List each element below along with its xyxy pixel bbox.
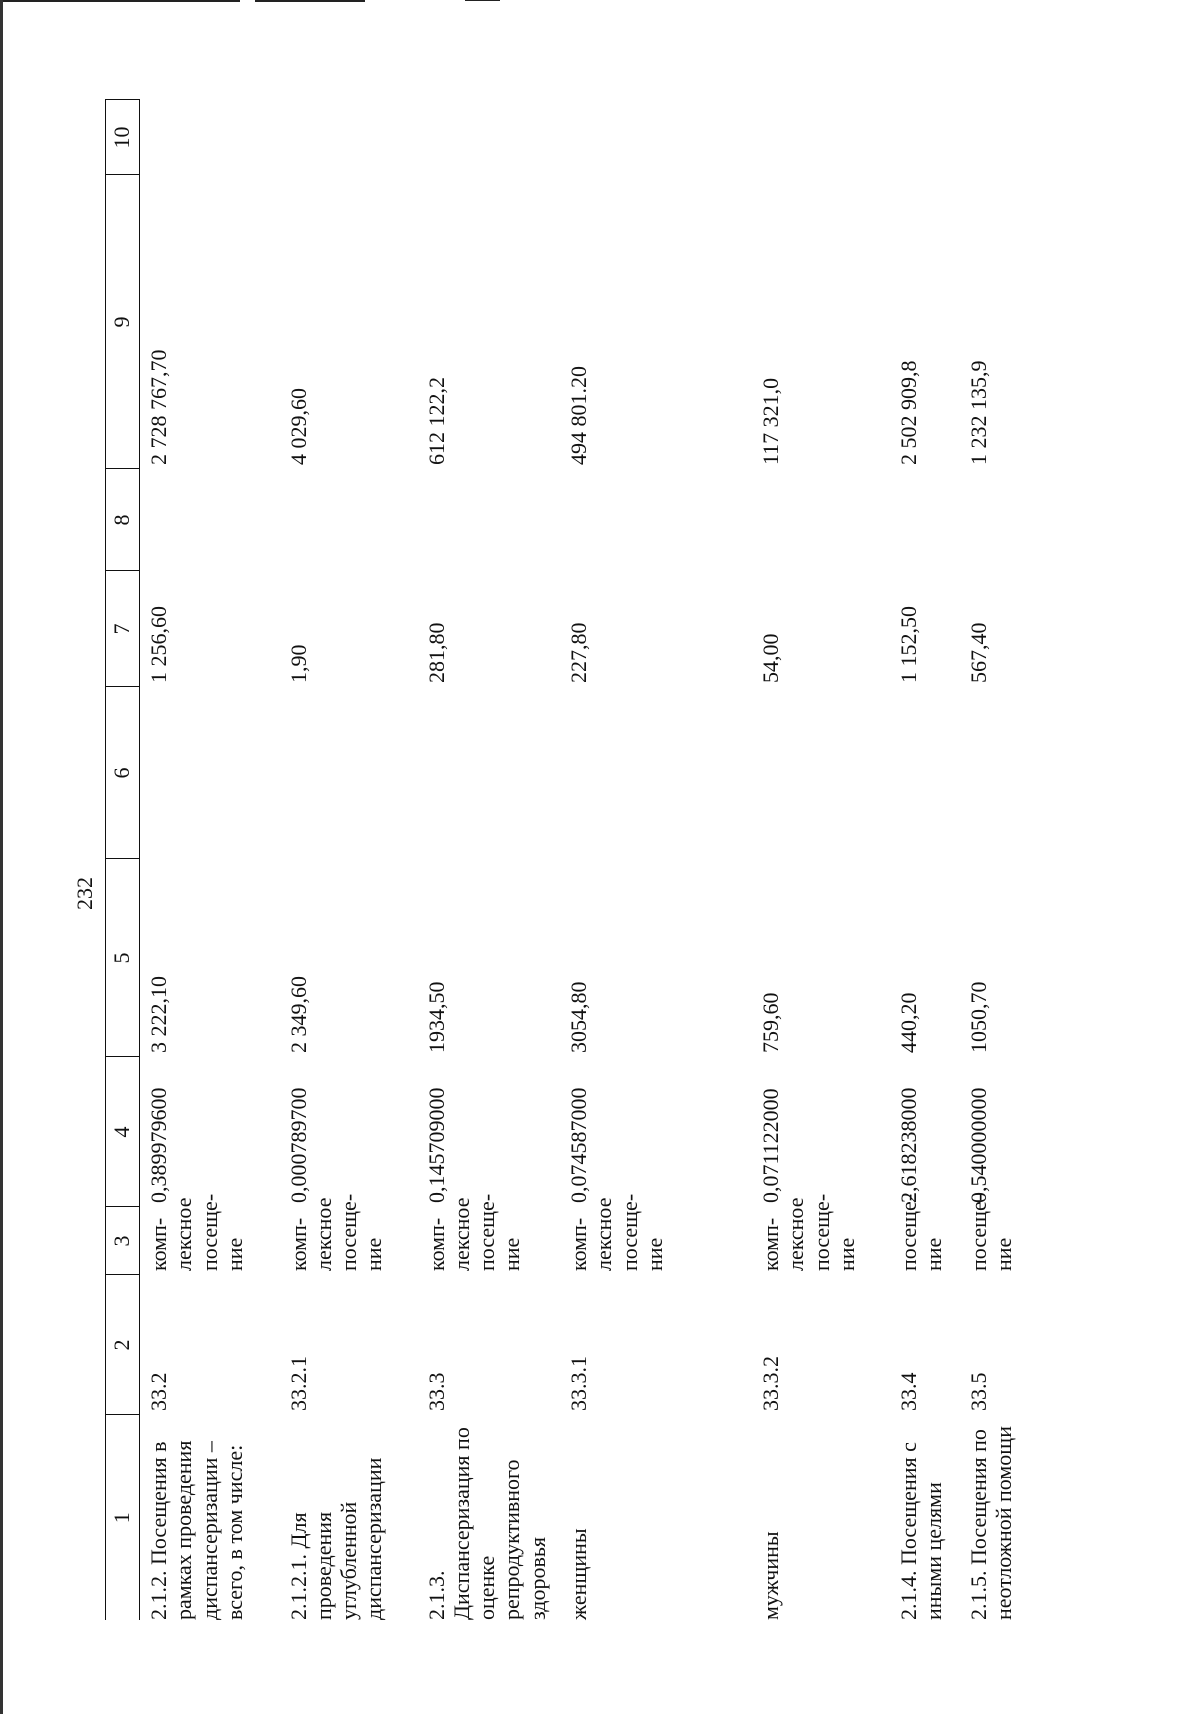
row-value-9: 612 122,2 [423,377,449,465]
row-unit: комп-лексное посеще-ние [285,1193,387,1271]
row-value-7: 1 152,50 [895,606,921,683]
row-value-5: 3054,80 [565,981,591,1053]
row-value-7: 1 256,60 [146,606,171,683]
row-name: женщины [565,1528,591,1620]
table-top-rule [105,100,106,1620]
row-value-8 [960,469,1050,571]
row-value-10 [140,100,280,175]
table-row [140,100,280,1620]
row-value-10 [960,100,1050,175]
row-value-5: 3 222,10 [146,976,171,1053]
row-value-9: 4 029,60 [285,388,311,465]
scan-artifact [255,0,365,2]
column-header: 6 [105,687,140,859]
row-code: 33.3.2 [757,1356,783,1411]
row-value-4: 0,074587000 [565,1087,591,1203]
row-value-9: 494 801.20 [565,366,591,465]
row-name: мужчины [757,1531,783,1620]
column-header: 7 [105,571,140,687]
row-value-10 [280,100,418,175]
row-unit: комп-лексное посеще-ние [146,1193,247,1271]
row-value-9: 117 321,0 [757,377,783,465]
column-header: 3 [105,1207,140,1275]
column-header: 9 [105,175,140,469]
table-row [560,100,752,1620]
row-value-7: 1,90 [285,644,311,683]
row-value-9: 1 232 135,9 [965,360,991,465]
row-value-10 [418,100,560,175]
column-header: 5 [105,859,140,1057]
row-value-9: 2 502 909,8 [895,360,921,465]
row-unit: комп-лексное посеще-ние [565,1193,667,1271]
row-value-5: 1050,70 [965,981,991,1053]
table-row [890,100,960,1620]
header-row [105,100,140,1620]
row-name: 2.1.2. Посещения в рамках проведения диспансеризации – всего, в том числе: [146,1440,247,1620]
row-value-4: 0,071122000 [757,1088,783,1203]
column-header: 2 [105,1275,140,1415]
row-name: 2.1.4. Посещения с иными целями [895,1442,947,1620]
row-value-6 [960,687,1050,859]
row-value-7: 54,00 [757,633,783,683]
row-name: 2.1.3. Диспансеризация по оценке репродуктивного здоровья [423,1427,550,1620]
row-value-7: 227,80 [565,622,591,683]
row-value-8 [418,469,560,571]
scan-artifact [465,0,500,1]
row-code: 33.2.1 [285,1356,311,1411]
row-code: 33.3.1 [565,1356,591,1411]
table-row [752,100,890,1620]
row-value-5: 1934,50 [423,981,449,1053]
row-code: 33.2 [146,1372,171,1411]
row-value-10 [890,100,960,175]
row-value-5: 759,60 [757,992,783,1053]
row-value-7: 281,80 [423,622,449,683]
row-value-6 [890,687,960,859]
row-value-10 [752,100,890,175]
row-value-4: 2,618238000 [895,1087,921,1203]
column-header: 8 [105,469,140,571]
row-value-4: 0,540000000 [965,1087,991,1203]
row-value-8 [140,469,280,571]
row-value-6 [560,687,752,859]
table-row [418,100,560,1620]
rotated-page [0,100,1140,1620]
row-value-4: 0,000789700 [285,1087,311,1203]
column-header: 1 [105,1415,140,1620]
row-value-8 [560,469,752,571]
row-unit: комп-лексное посеще-ние [757,1193,859,1271]
table-row [280,100,418,1620]
row-unit: посеще-ние [895,1193,947,1271]
row-name: 2.1.2.1. Для проведения углубленной диспансеризации [285,1457,387,1620]
row-value-8 [752,469,890,571]
row-value-6 [280,687,418,859]
row-value-8 [280,469,418,571]
page-number: 232 [72,877,97,910]
row-value-5: 2 349,60 [285,976,311,1053]
row-name: 2.1.5. Посещения по неотложной помощи [965,1426,1017,1620]
column-header: 10 [105,100,140,175]
column-header: 4 [105,1057,140,1207]
data-table [105,100,1050,1621]
row-code: 33.3 [423,1372,449,1411]
row-value-6 [140,687,280,859]
table-row [960,100,1050,1620]
row-code: 33.5 [965,1372,991,1411]
row-unit: посеще-ние [965,1193,1017,1271]
row-value-10 [560,100,752,175]
row-value-6 [752,687,890,859]
row-value-9: 2 728 767,70 [146,349,171,465]
row-value-8 [890,469,960,571]
row-code: 33.4 [895,1372,921,1411]
row-value-4: 0,389979600 [146,1087,171,1203]
row-unit: комп-лексное посеще-ние [423,1193,525,1271]
row-value-7: 567,40 [965,622,991,683]
row-value-6 [418,687,560,859]
scan-artifact [0,0,240,2]
row-value-4: 0,145709000 [423,1087,449,1203]
row-value-5: 440,20 [895,992,921,1053]
